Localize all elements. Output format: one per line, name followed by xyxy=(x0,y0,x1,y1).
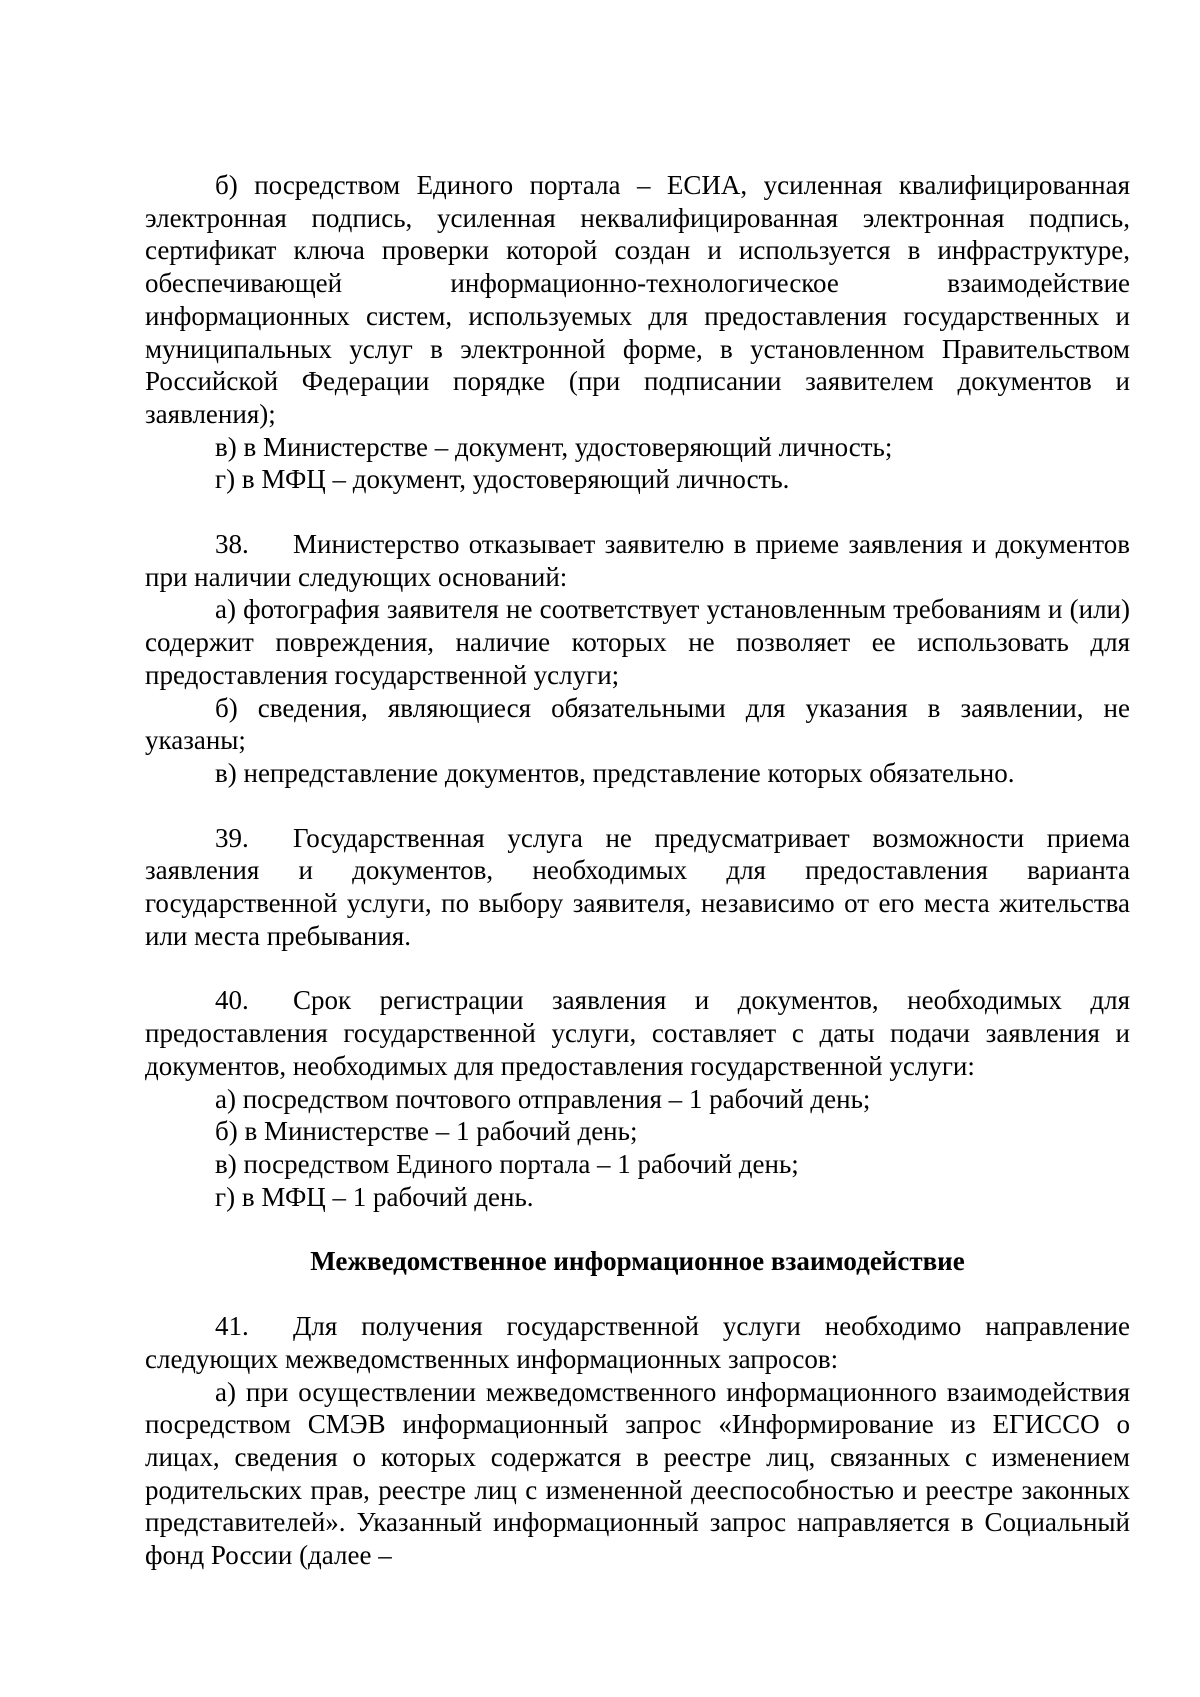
p40-item-v: в) посредством Единого портала – 1 рабочий день; xyxy=(215,1148,799,1179)
p38-item-a: а) фотография заявителя не соответствует установленным требованиям и (или) содержит повреждения, наличие которых не позволяет ее использовать для предоставления государственной услуги; xyxy=(145,594,1130,690)
paragraph-number: 40. xyxy=(215,985,249,1016)
item-v-ministry: в) в Министерстве – документ, удостоверяющий личность; xyxy=(215,431,893,462)
paragraph-gap xyxy=(145,952,1130,984)
item-b-portal: б) посредством Единого портала – ЕСИА, усиленная квалифицированная электронная подпись, усиленная неквалифицированная электронная подпись, сертификат ключа проверки которой создан и используется в инфраструктуре, обеспечивающей информационно-технологическое взаимодействие информационных систем, используемых для предоставления государственных и муниципальных услуг в электронной форме, в установленном Правительством Российской Федерации порядке (при подписании заявителем документов и заявления); xyxy=(145,170,1130,429)
document-body xyxy=(145,169,1130,1572)
paragraph-number: 39. xyxy=(215,822,249,853)
paragraph-gap xyxy=(145,790,1130,822)
p38-item-v: в) непредставление документов, представление которых обязательно. xyxy=(215,757,1015,788)
p40-item-g: г) в МФЦ – 1 рабочий день. xyxy=(215,1181,534,1212)
paragraph-41 xyxy=(145,1310,1130,1375)
paragraph-gap xyxy=(145,1278,1130,1310)
section-heading: Межведомственное информационное взаимодействие xyxy=(310,1246,965,1277)
paragraph-39 xyxy=(145,822,1130,953)
paragraph-text: Министерство отказывает заявителю в приеме заявления и документов при наличии следующих оснований: xyxy=(145,529,1130,592)
paragraph-40 xyxy=(145,984,1130,1082)
p40-item-a: а) посредством почтового отправления – 1 рабочий день; xyxy=(215,1083,871,1114)
paragraph-text: Срок регистрации заявления и документов, необходимых для предоставления государственной услуги, составляет с даты подачи заявления и документов, необходимых для предоставления государственной услуги: xyxy=(145,985,1130,1081)
paragraph-gap xyxy=(145,496,1130,528)
paragraph-text: Для получения государственной услуги необходимо направление следующих межведомственных информационных запросов: xyxy=(145,1311,1130,1374)
paragraph-gap xyxy=(145,1213,1130,1245)
p40-item-b: б) в Министерстве – 1 рабочий день; xyxy=(215,1116,638,1147)
paragraph-number: 38. xyxy=(215,529,249,560)
paragraph-number: 41. xyxy=(215,1311,249,1342)
paragraph-text: Государственная услуга не предусматривает возможности приема заявления и документов, необходимых для предоставления варианта государственной услуги, по выбору заявителя, независимо от его места жительства или места пребывания. xyxy=(145,822,1130,951)
p41-item-a: а) при осуществлении межведомственного информационного взаимодействия посредством СМЭВ информационный запрос «Информирование из ЕГИССО о лицах, сведения о которых содержатся в реестре лиц, связанных с изменением родительских прав, реестре лиц с измененной дееспособностью и реестре законных представителей». Указанный информационный запрос направляется в Социальный фонд России (далее – xyxy=(145,1376,1130,1571)
item-g-mfc: г) в МФЦ – документ, удостоверяющий личность. xyxy=(215,464,790,495)
p38-item-b: б) сведения, являющиеся обязательными для указания в заявлении, не указаны; xyxy=(145,692,1130,756)
paragraph-38 xyxy=(145,528,1130,593)
